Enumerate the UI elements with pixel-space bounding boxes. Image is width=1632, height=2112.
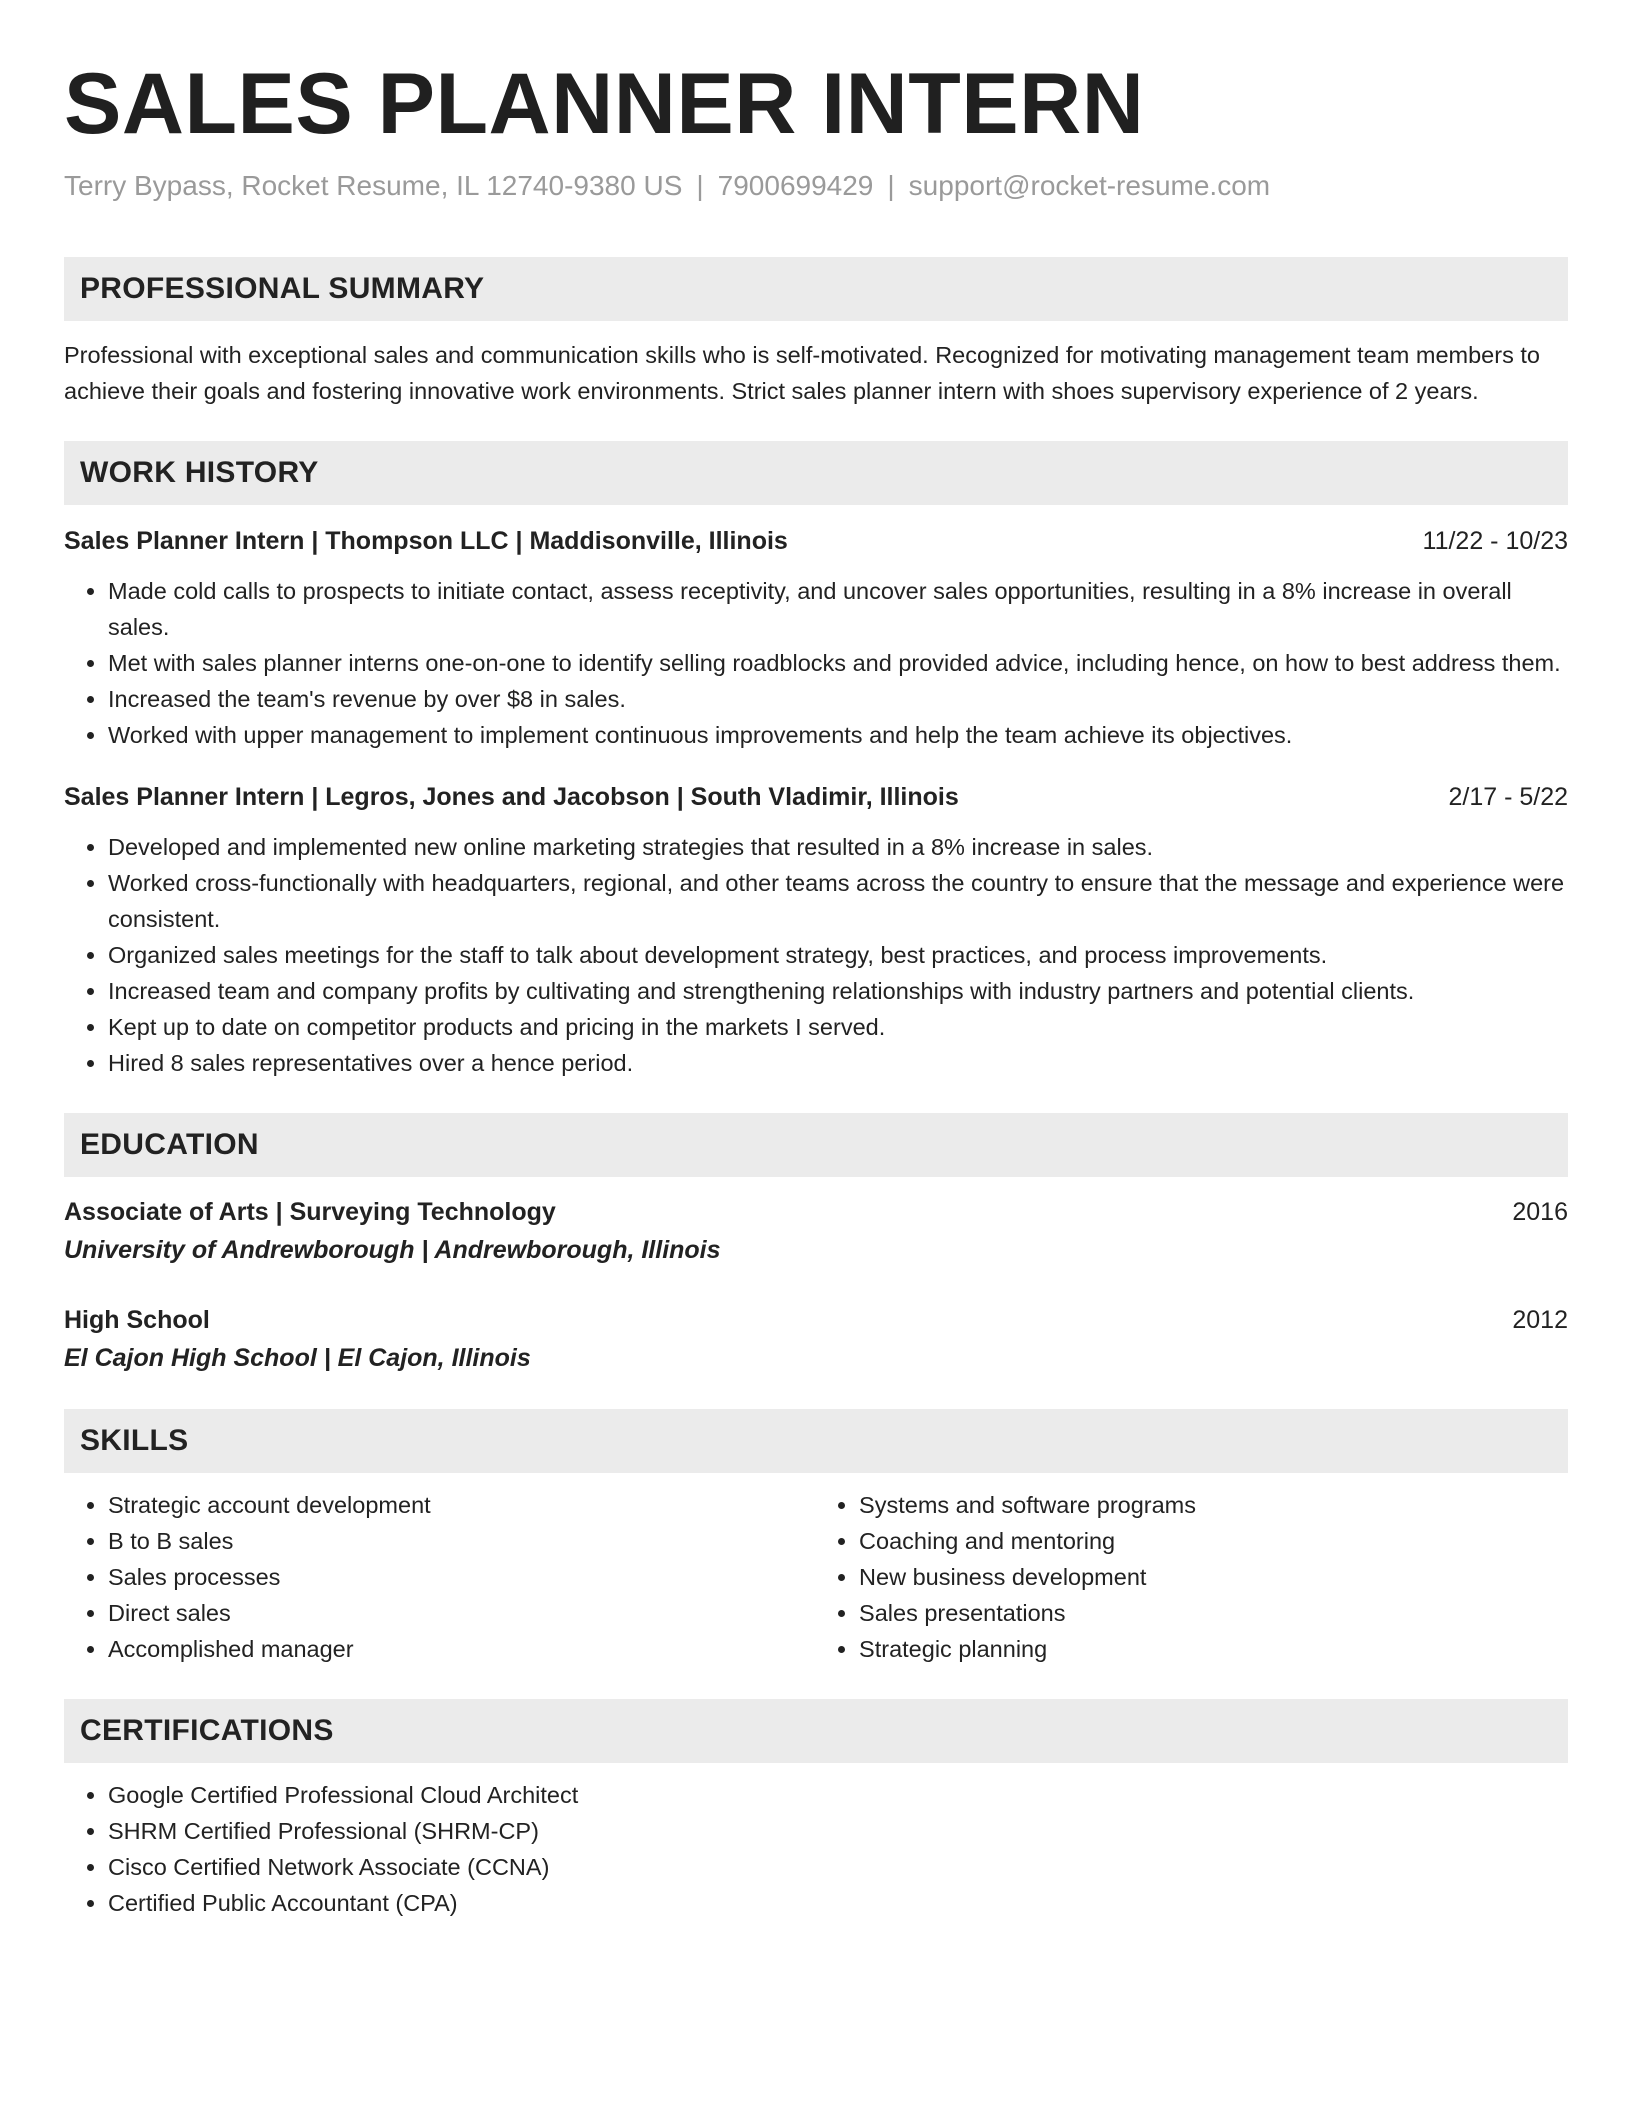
education-heading: EDUCATION bbox=[64, 1113, 1568, 1177]
contact-phone: 7900699429 bbox=[717, 170, 874, 201]
certification-item: • Certified Public Accountant (CPA) bbox=[108, 1885, 1568, 1921]
certifications-heading: CERTIFICATIONS bbox=[64, 1699, 1568, 1763]
skill-item: • New business development bbox=[859, 1559, 1568, 1595]
skill-item: • Strategic planning bbox=[859, 1631, 1568, 1667]
candidate-title: SALES PLANNER INTERN bbox=[64, 56, 1145, 152]
skill-item: • B to B sales bbox=[108, 1523, 815, 1559]
job-title: Sales Planner Intern | Thompson LLC | Maddisonville, Illinois bbox=[64, 527, 788, 555]
skills-columns bbox=[64, 1487, 1568, 1667]
certification-item: • Cisco Certified Network Associate (CCNA) bbox=[108, 1849, 1568, 1885]
list-item: • Worked with upper management to implement continuous improvements and help the team achieve its objectives. bbox=[108, 717, 1568, 753]
skills-list-left bbox=[64, 1487, 815, 1667]
certification-item: • SHRM Certified Professional (SHRM-CP) bbox=[108, 1813, 1568, 1849]
skill-item: • Systems and software programs bbox=[859, 1487, 1568, 1523]
contact-separator: | bbox=[696, 170, 704, 201]
list-item: • Organized sales meetings for the staff to talk about development strategy, best practices, and process improvements. bbox=[108, 937, 1568, 973]
skill-item: • Direct sales bbox=[108, 1595, 815, 1631]
certification-item: • Google Certified Professional Cloud Architect bbox=[108, 1777, 1568, 1813]
contact-address: Terry Bypass, Rocket Resume, IL 12740-9380 US bbox=[64, 170, 683, 201]
list-item: • Hired 8 sales representatives over a hence period. bbox=[108, 1045, 1568, 1081]
skill-item: • Sales processes bbox=[108, 1559, 815, 1595]
list-item: • Made cold calls to prospects to initiate contact, assess receptivity, and uncover sales opportunities, resulting in a 8% increase in overall sales. bbox=[108, 573, 1568, 645]
summary-heading: PROFESSIONAL SUMMARY bbox=[64, 257, 1568, 321]
job-title: Sales Planner Intern | Legros, Jones and Jacobson | South Vladimir, Illinois bbox=[64, 783, 959, 811]
skill-item: • Sales presentations bbox=[859, 1595, 1568, 1631]
list-item: • Met with sales planner interns one-on-one to identify selling roadblocks and provided advice, including hence, on how to best address them. bbox=[108, 645, 1568, 681]
skill-item: • Accomplished manager bbox=[108, 1631, 815, 1667]
education-year: 2012 bbox=[1512, 1306, 1568, 1334]
education-year: 2016 bbox=[1512, 1198, 1568, 1226]
education-school: University of Andrewborough | Andrewborough, Illinois bbox=[64, 1236, 721, 1264]
list-item: • Increased the team's revenue by over $8 in sales. bbox=[108, 681, 1568, 717]
work-history-heading: WORK HISTORY bbox=[64, 441, 1568, 505]
job-bullets bbox=[64, 829, 1568, 1081]
skills-heading: SKILLS bbox=[64, 1409, 1568, 1473]
education-degree: High School bbox=[64, 1306, 210, 1334]
education-degree: Associate of Arts | Surveying Technology bbox=[64, 1198, 556, 1226]
job-header bbox=[64, 779, 1568, 815]
list-item: • Kept up to date on competitor products and pricing in the markets I served. bbox=[108, 1009, 1568, 1045]
skill-item: • Coaching and mentoring bbox=[859, 1523, 1568, 1559]
education-entry bbox=[64, 1301, 1568, 1377]
list-item: • Increased team and company profits by cultivating and strengthening relationships with industry partners and potential clients. bbox=[108, 973, 1568, 1009]
contact-separator: | bbox=[887, 170, 895, 201]
summary-text: Professional with exceptional sales and communication skills who is self-motivated. Recognized for motivating management team members to achieve their goals and fostering innovative work environments. Strict sales planner intern with shoes supervisory experience of 2 years. bbox=[64, 342, 1540, 404]
skills-list-right bbox=[815, 1487, 1568, 1667]
list-item: • Developed and implemented new online marketing strategies that resulted in a 8% increase in sales. bbox=[108, 829, 1568, 865]
job-dates: 2/17 - 5/22 bbox=[1448, 783, 1568, 811]
skill-item: • Strategic account development bbox=[108, 1487, 815, 1523]
job-header bbox=[64, 523, 1568, 559]
certifications-list bbox=[64, 1777, 1568, 1921]
contact-email: support@rocket-resume.com bbox=[908, 170, 1271, 201]
contact-line bbox=[64, 168, 1568, 204]
education-entry bbox=[64, 1193, 1568, 1269]
job-bullets bbox=[64, 573, 1568, 753]
list-item: • Worked cross-functionally with headquarters, regional, and other teams across the country to ensure that the message and experience were consistent. bbox=[108, 865, 1568, 937]
job-dates: 11/22 - 10/23 bbox=[1422, 527, 1568, 555]
education-school: El Cajon High School | El Cajon, Illinois bbox=[64, 1344, 531, 1372]
